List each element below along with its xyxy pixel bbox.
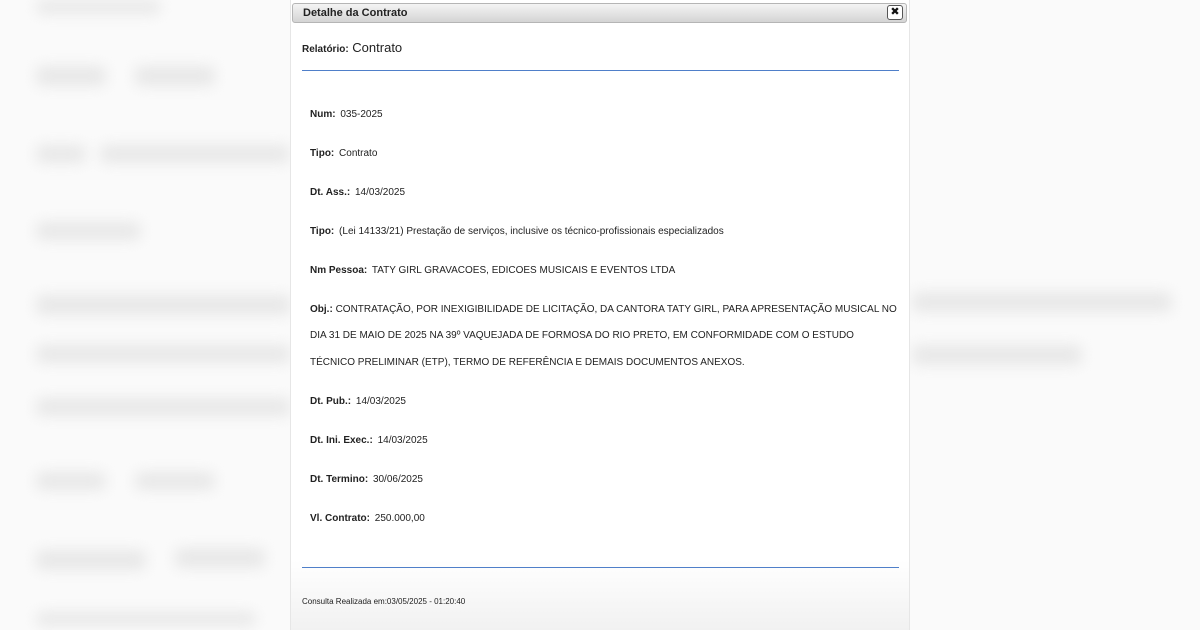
- blurred-background-block: [36, 145, 86, 163]
- field-dt-ini-exec-value: 14/03/2025: [377, 435, 428, 446]
- field-dt-ini-exec-label: Dt. Ini. Exec.:: [310, 435, 373, 446]
- blurred-background-block: [135, 472, 215, 490]
- contract-detail-modal: [291, 0, 909, 630]
- query-timestamp: Consulta Realizada em:03/05/2025 - 01:20:40: [302, 597, 466, 606]
- blurred-background-block: [36, 222, 141, 240]
- blurred-background-block: [36, 550, 146, 570]
- blurred-background-block: [912, 292, 1172, 312]
- field-dt-termino-value: 30/06/2025: [372, 474, 423, 485]
- modal-title: Detalhe da Contrato: [303, 7, 408, 19]
- field-obj-line-2: [310, 330, 854, 341]
- field-dt-ass: [310, 187, 405, 198]
- field-num-value: 035-2025: [340, 109, 383, 120]
- field-tipo: [310, 148, 377, 159]
- field-num-label: Num:: [310, 109, 336, 120]
- field-nm-pessoa: [310, 265, 675, 276]
- close-icon: ✖: [890, 6, 900, 18]
- field-vl-contrato: [310, 513, 425, 524]
- field-obj-line-1: [310, 304, 897, 315]
- blurred-background-block: [135, 66, 215, 86]
- field-dt-pub-value: 14/03/2025: [355, 396, 406, 407]
- blurred-background-block: [912, 345, 1082, 365]
- field-nm-pessoa-value: TATY GIRL GRAVACOES, EDICOES MUSICAIS E EVENTOS LTDA: [371, 265, 676, 276]
- field-obj-text-3: TÉCNICO PRELIMINAR (ETP), TERMO DE REFERÊNCIA E DEMAIS DOCUMENTOS ANEXOS.: [310, 357, 745, 368]
- field-dt-pub: [310, 396, 406, 407]
- top-divider: [302, 70, 899, 71]
- report-value: Contrato: [352, 40, 403, 55]
- bottom-divider: [302, 567, 899, 568]
- field-dt-pub-label: Dt. Pub.:: [310, 396, 352, 407]
- blurred-background-block: [36, 295, 291, 315]
- field-nm-pessoa-label: Nm Pessoa:: [310, 265, 368, 276]
- field-obj-text-2: DIA 31 DE MAIO DE 2025 NA 39º VAQUEJADA DE FORMOSA DO RIO PRETO, EM CONFORMIDADE COM O ESTUDO: [310, 330, 854, 341]
- field-dt-termino-label: Dt. Termino:: [310, 474, 369, 485]
- blurred-background-block: [36, 472, 106, 490]
- blurred-background-block: [100, 145, 290, 163]
- field-tipo-value: Contrato: [339, 148, 378, 159]
- field-tipo-lei: [310, 226, 724, 237]
- field-tipo-lei-value: (Lei 14133/21) Prestação de serviços, inclusive os técnico-profissionais especializados: [339, 226, 724, 237]
- field-dt-termino: [310, 474, 423, 485]
- field-obj-line-3: [310, 357, 745, 368]
- blurred-background-block: [36, 66, 106, 86]
- field-dt-ini-exec: [310, 435, 428, 446]
- report-line: [302, 40, 402, 55]
- blurred-background-block: [36, 345, 291, 363]
- close-button[interactable]: [887, 5, 903, 20]
- modal-header: [292, 3, 907, 23]
- report-label: Relatório:: [302, 44, 349, 55]
- blurred-background-block: [36, 612, 256, 626]
- field-obj-text-1: CONTRATAÇÃO, POR INEXIGIBILIDADE DE LICITAÇÃO, DA CANTORA TATY GIRL, PARA APRESENTAÇÃO MUSICAL NO: [335, 304, 897, 315]
- field-tipo-label: Tipo:: [310, 148, 335, 159]
- field-tipo-lei-label: Tipo:: [310, 226, 335, 237]
- blurred-background-block: [36, 398, 291, 416]
- blurred-background-block: [36, 0, 161, 14]
- blurred-background-block: [175, 548, 265, 568]
- field-dt-ass-value: 14/03/2025: [354, 187, 406, 198]
- field-obj-label: Obj.:: [310, 304, 333, 315]
- field-vl-contrato-label: Vl. Contrato:: [310, 513, 370, 524]
- field-dt-ass-label: Dt. Ass.:: [310, 187, 351, 198]
- field-num: [310, 109, 383, 120]
- field-vl-contrato-value: 250.000,00: [374, 513, 425, 524]
